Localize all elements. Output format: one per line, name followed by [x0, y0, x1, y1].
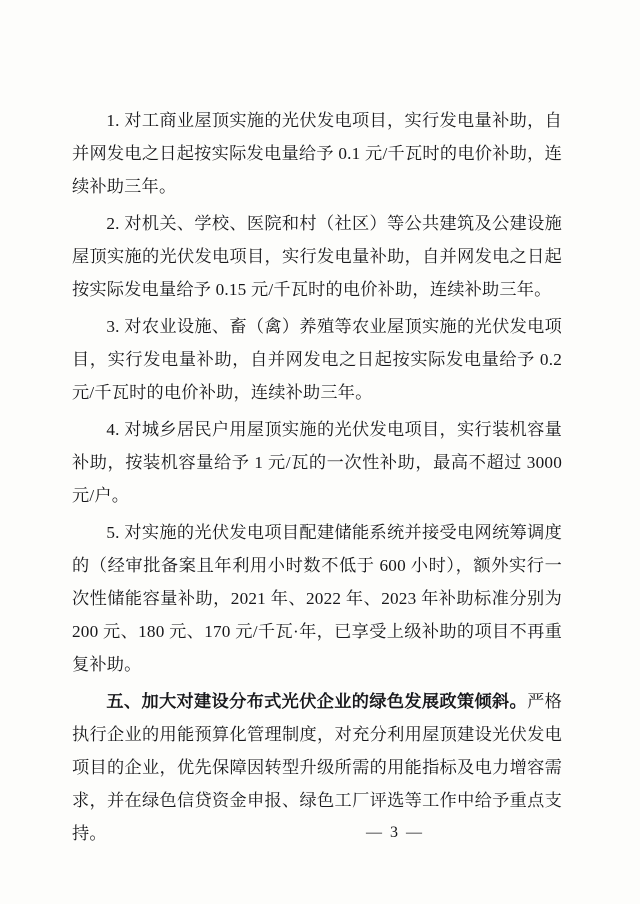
paragraph-item-4: 4. 对城乡居民户用屋顶实施的光伏发电项目，实行装机容量补助，按装机容量给予 1 元/瓦的一次性补助，最高不超过 3000 元/户。	[72, 420, 562, 505]
page-number-value: — 3 —	[366, 824, 424, 841]
paragraph-item-1: 1. 对工商业屋顶实施的光伏发电项目，实行发电量补助，自并网发电之日起按实际发电量给予 0.1 元/千瓦时的电价补助，连续补助三年。	[72, 111, 562, 196]
page-number	[0, 824, 640, 842]
section-five-text: 严格执行企业的用能预算化管理制度，对充分利用屋顶建设光伏发电项目的企业，优先保障因转型升级所需的用能指标及电力增容需求，并在绿色信贷资金申报、绿色工厂评选等工作中给予重点支持。	[72, 692, 562, 843]
paragraph-item-3: 3. 对农业设施、畜（禽）养殖等农业屋顶实施的光伏发电项目，实行发电量补助，自并网发电之日起按实际发电量给予 0.2 元/千瓦时的电价补助，连续补助三年。	[72, 317, 562, 402]
paragraph-item-2: 2. 对机关、学校、医院和村（社区）等公共建筑及公建设施屋顶实施的光伏发电项目，实行发电量补助，自并网发电之日起按实际发电量给予 0.15 元/千瓦时的电价补助，连续补助三年。	[72, 214, 562, 299]
section-five-label: 五、加大对建设分布式光伏企业的绿色发展政策倾斜。	[106, 692, 528, 711]
paragraph-item-5: 5. 对实施的光伏发电项目配建储能系统并接受电网统筹调度的（经审批备案且年利用小时数不低于 600 小时），额外实行一次性储能容量补助，2021 年、2022 年、2023 年补助标准分别为 200 元、180 元、170 元/千瓦·年，已享受上级补助的项目不再重复补助。	[72, 523, 562, 674]
document-body	[72, 104, 562, 850]
